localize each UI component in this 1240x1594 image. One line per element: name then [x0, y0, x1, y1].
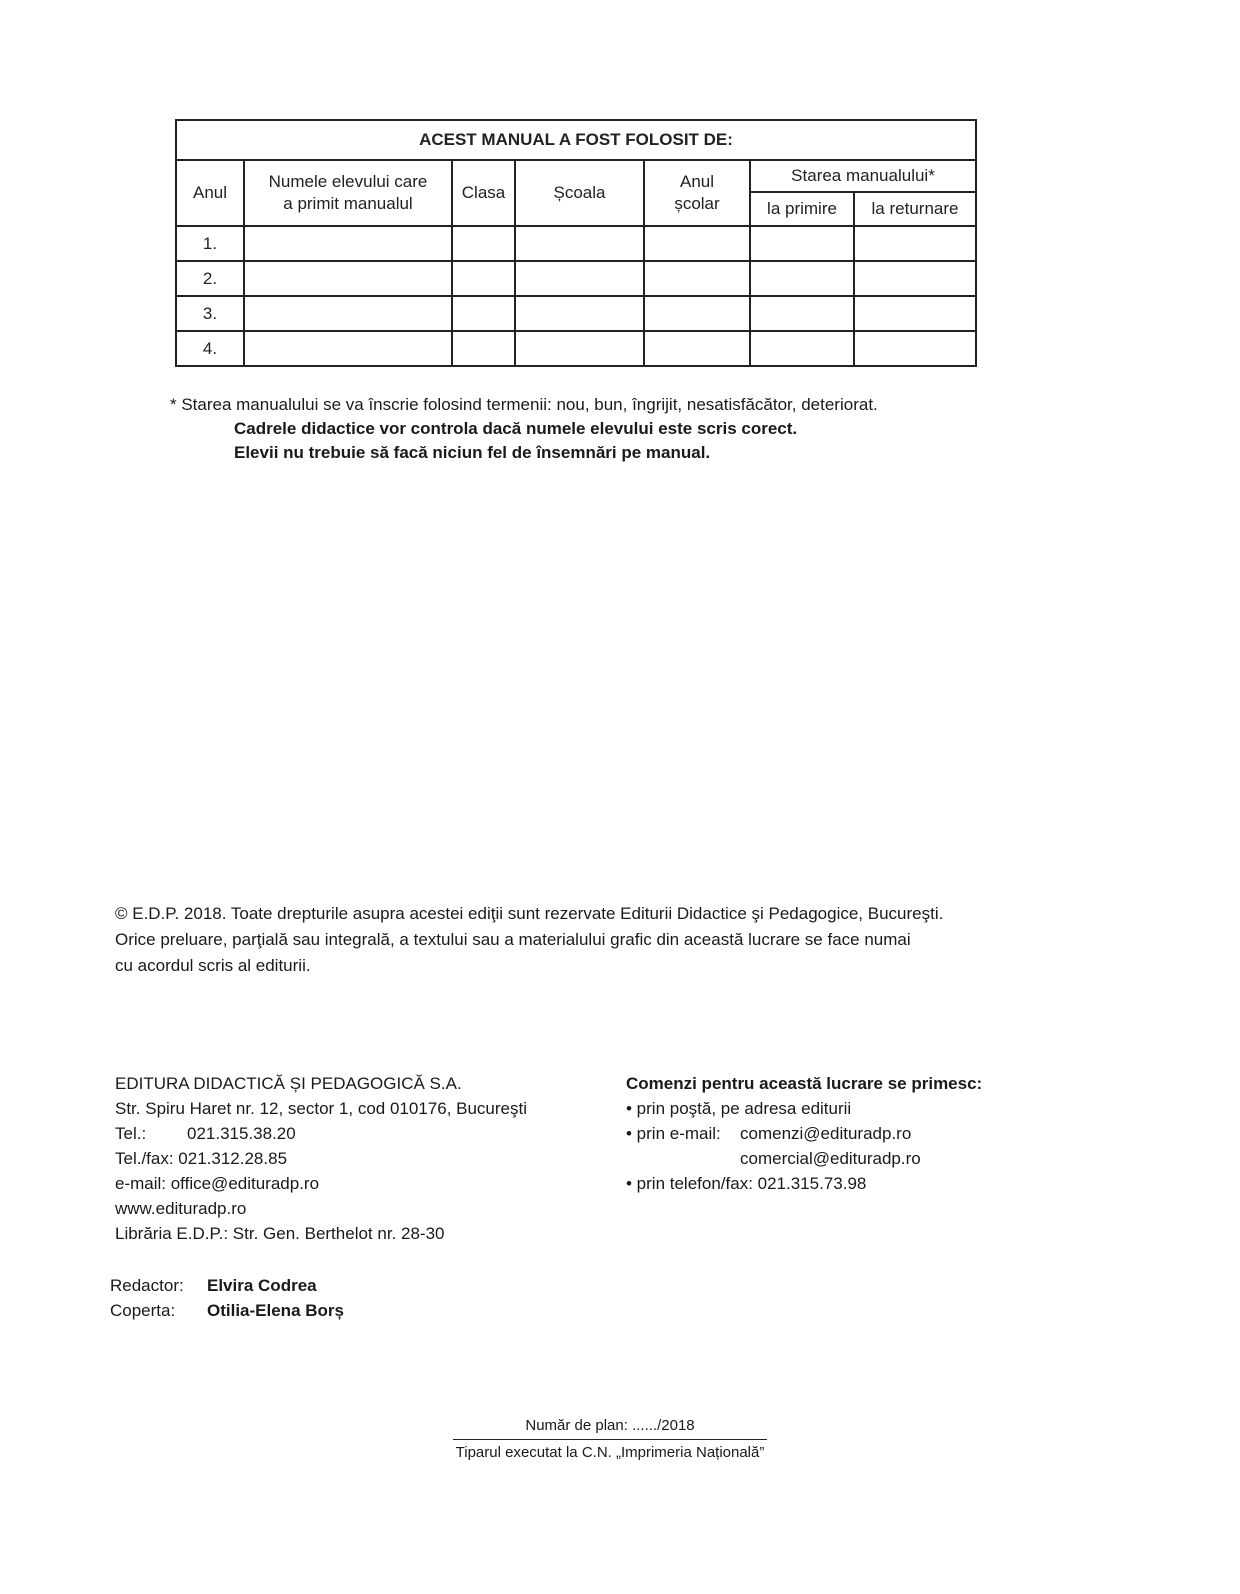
header-anul: Anul: [176, 160, 244, 226]
header-anul-scolar: [644, 160, 750, 226]
cell-numele[interactable]: [244, 331, 452, 366]
header-numele: [244, 160, 452, 226]
credit-coperta: [110, 1298, 344, 1323]
cell-la-returnare[interactable]: [854, 296, 976, 331]
cell-la-primire[interactable]: [750, 261, 854, 296]
publisher-tel: [115, 1121, 527, 1146]
cell-anul-scolar[interactable]: [644, 331, 750, 366]
plan-number: Număr de plan: ....../2018: [453, 1414, 767, 1440]
cell-anul-scolar[interactable]: [644, 296, 750, 331]
table-row: [176, 331, 976, 366]
print-info: Tiparul executat la C.N. „Imprimeria Națională”: [455, 1444, 765, 1461]
header-anul-scolar-line1: Anul: [679, 172, 715, 191]
cell-scoala[interactable]: [515, 261, 644, 296]
publisher-address: Str. Spiru Haret nr. 12, sector 1, cod 010176, Bucureşti: [115, 1099, 528, 1118]
header-clasa: Clasa: [452, 160, 515, 226]
row-number: 1.: [176, 226, 244, 261]
redactor-label: Redactor:: [110, 1276, 184, 1295]
cell-scoala[interactable]: [515, 226, 644, 261]
row-number: 4.: [176, 331, 244, 366]
publisher-fax: Tel./fax: 021.312.28.85: [115, 1149, 288, 1168]
table-row: [176, 226, 976, 261]
orders-post: • prin poştă, pe adresa editurii: [626, 1099, 852, 1118]
row-number: 2.: [176, 261, 244, 296]
cell-anul-scolar[interactable]: [644, 261, 750, 296]
header-numele-line2: a primit manualul: [283, 194, 413, 213]
orders-email-label: • prin e-mail:: [626, 1124, 721, 1143]
coperta-name: Otilia-Elena Borș: [207, 1301, 344, 1320]
cell-la-primire[interactable]: [750, 226, 854, 261]
orders-email2[interactable]: comercial@edituradp.ro: [740, 1149, 921, 1168]
redactor-name: Elvira Codrea: [207, 1276, 317, 1295]
coperta-label: Coperta:: [110, 1301, 176, 1320]
cell-numele[interactable]: [244, 261, 452, 296]
orders-heading: Comenzi pentru această lucrare se primesc:: [626, 1074, 983, 1093]
copyright-line2: Orice preluare, parţială sau integrală, a textului sau a materialului grafic din această lucrare se face numai: [115, 930, 911, 949]
cell-numele[interactable]: [244, 226, 452, 261]
publisher-info: [115, 1071, 527, 1246]
cell-la-returnare[interactable]: [854, 261, 976, 296]
row-number: 3.: [176, 296, 244, 331]
tel-value: 021.315.38.20: [187, 1124, 296, 1143]
header-numele-line1: Numele elevului care: [268, 172, 428, 191]
note-teachers: Cadrele didactice vor controla dacă numele elevului este scris corect.: [234, 419, 798, 438]
orders-info: [626, 1071, 982, 1196]
orders-phone: • prin telefon/fax: 021.315.73.98: [626, 1174, 867, 1193]
publisher-email[interactable]: e-mail: office@edituradp.ro: [115, 1174, 320, 1193]
publisher-name: EDITURA DIDACTICĂ ȘI PEDAGOGICĂ S.A.: [115, 1074, 462, 1093]
header-scoala: Școala: [515, 160, 644, 226]
cell-scoala[interactable]: [515, 331, 644, 366]
header-starea: Starea manualului*: [750, 160, 976, 192]
note-students: Elevii nu trebuie să facă niciun fel de însemnări pe manual.: [234, 443, 711, 462]
copyright-block: [115, 901, 1055, 979]
cell-clasa[interactable]: [452, 226, 515, 261]
header-anul-scolar-line2: școlar: [674, 194, 720, 213]
publisher-web[interactable]: www.edituradp.ro: [115, 1199, 247, 1218]
table-row: [176, 296, 976, 331]
cell-la-primire[interactable]: [750, 331, 854, 366]
cell-clasa[interactable]: [452, 296, 515, 331]
orders-email: [626, 1121, 982, 1146]
credits: [110, 1273, 344, 1323]
cell-anul-scolar[interactable]: [644, 226, 750, 261]
header-la-primire: la primire: [750, 192, 854, 226]
orders-email1[interactable]: comenzi@edituradp.ro: [740, 1124, 912, 1143]
copyright-line1: © E.D.P. 2018. Toate drepturile asupra acestei ediţii sunt rezervate Editurii Didactice şi Pedagogice, Bucureşti.: [115, 904, 944, 923]
credit-redactor: [110, 1273, 344, 1298]
cell-clasa[interactable]: [452, 261, 515, 296]
table-row: [176, 261, 976, 296]
footer: [400, 1414, 820, 1466]
orders-email-second: [626, 1146, 982, 1171]
tel-label: Tel.:: [115, 1124, 147, 1143]
cell-scoala[interactable]: [515, 296, 644, 331]
table-title: ACEST MANUAL A FOST FOLOSIT DE:: [176, 120, 976, 160]
cell-numele[interactable]: [244, 296, 452, 331]
cell-la-returnare[interactable]: [854, 331, 976, 366]
usage-table: [175, 119, 977, 367]
cell-la-returnare[interactable]: [854, 226, 976, 261]
header-la-returnare: la returnare: [854, 192, 976, 226]
copyright-line3: cu acordul scris al editurii.: [115, 956, 311, 975]
publisher-library: Librăria E.D.P.: Str. Gen. Berthelot nr. 28-30: [115, 1224, 445, 1243]
cell-clasa[interactable]: [452, 331, 515, 366]
footnote: * Starea manualului se va înscrie folosind termenii: nou, bun, îngrijit, nesatisfăcător, deteriorat.: [170, 395, 878, 414]
cell-la-primire[interactable]: [750, 296, 854, 331]
